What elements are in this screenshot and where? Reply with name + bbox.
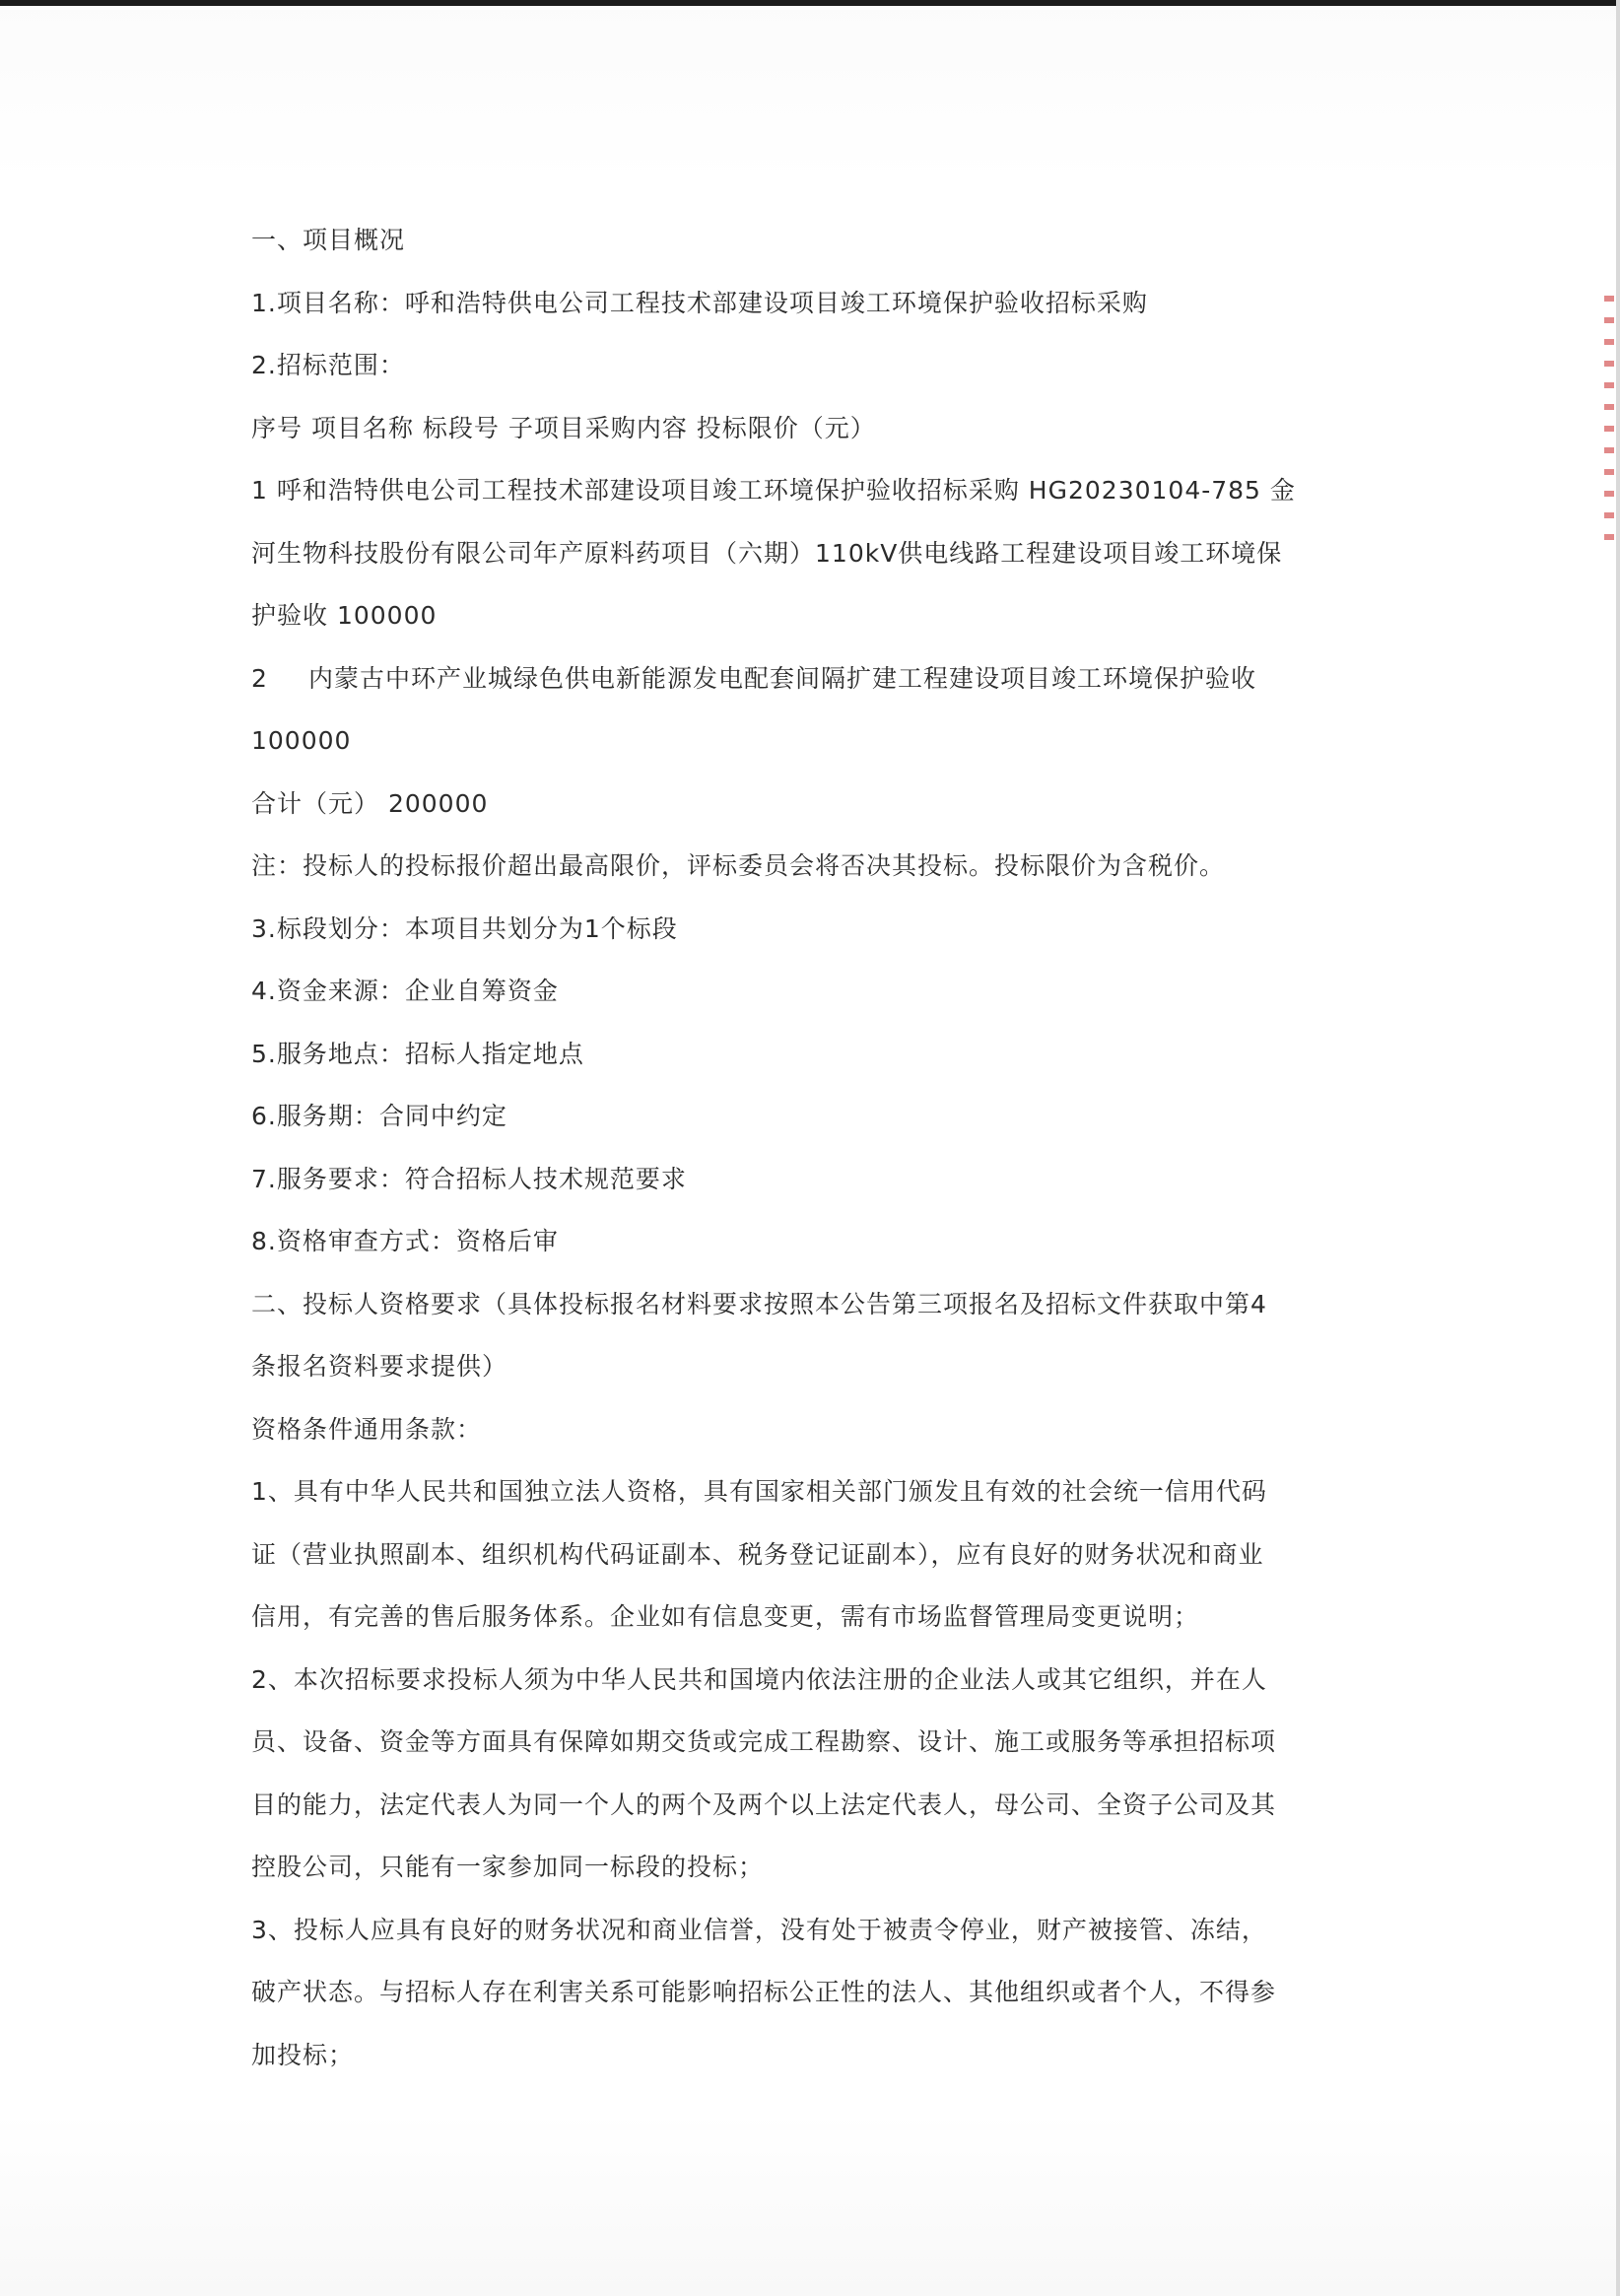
section-heading-qualification-cont: 条报名资料要求提供） bbox=[251, 1352, 508, 1381]
clause-2-line-4: 控股公司，只能有一家参加同一标段的投标； bbox=[251, 1853, 765, 1881]
clause-2-line-1: 2、本次招标要求投标人须为中华人民共和国境内依法注册的企业法人或其它组织，并在人 bbox=[251, 1664, 1267, 1694]
bid-scope-label: 2.招标范围： bbox=[251, 351, 405, 379]
section-heading-overview: 一、项目概况 bbox=[251, 226, 406, 254]
project-name-line: 1.项目名称：呼和浩特供电公司工程技术部建设项目竣工环境保护验收招标采购 bbox=[251, 288, 1148, 317]
fund-source-line: 4.资金来源：企业自筹资金 bbox=[251, 977, 559, 1005]
service-period-line: 6.服务期：合同中约定 bbox=[251, 1102, 507, 1130]
note-line: 注：投标人的投标报价超出最高限价，评标委员会将否决其投标。投标限价为含税价。 bbox=[251, 851, 1226, 880]
service-location-line: 5.服务地点：招标人指定地点 bbox=[251, 1039, 584, 1068]
clause-3-line-1: 3、投标人应具有良好的财务状况和商业信誉，没有处于被责令停业，财产被接管、冻结， bbox=[251, 1915, 1267, 1944]
service-requirement-line: 7.服务要求：符合招标人技术规范要求 bbox=[251, 1164, 687, 1193]
clause-3-line-3: 加投标； bbox=[251, 2040, 355, 2069]
row-2-line-1 bbox=[251, 647, 1384, 710]
row-2-line-2: 100000 bbox=[251, 726, 352, 755]
clause-2-line-2: 员、设备、资金等方面具有保障如期交货或完成工程勘察、设计、施工或服务等承担招标项 bbox=[251, 1727, 1277, 1756]
document-body bbox=[251, 209, 1384, 2086]
general-terms-label: 资格条件通用条款： bbox=[251, 1414, 483, 1444]
row-1-line-3: 护验收 100000 bbox=[251, 601, 438, 630]
row-1-line-1: 1 呼和浩特供电公司工程技术部建设项目竣工环境保护验收招标采购 HG20230104-785 金 bbox=[251, 476, 1296, 505]
row-2-text: 内蒙古中环产业城绿色供电新能源发电配套间隔扩建工程建设项目竣工环境保护验收 bbox=[308, 663, 1257, 693]
total-line: 合计（元） 200000 bbox=[251, 788, 489, 818]
clause-1-line-3: 信用，有完善的售后服务体系。企业如有信息变更，需有市场监督管理局变更说明； bbox=[251, 1602, 1200, 1631]
clause-3-line-2: 破产状态。与招标人存在利害关系可能影响招标公正性的法人、其他组织或者个人，不得参 bbox=[251, 1978, 1277, 2006]
table-header-line: 序号 项目名称 标段号 子项目采购内容 投标限价（元） bbox=[251, 413, 876, 442]
clause-1-line-1: 1、具有中华人民共和国独立法人资格，具有国家相关部门颁发且有效的社会统一信用代码 bbox=[251, 1477, 1267, 1506]
lot-division-line: 3.标段划分：本项目共划分为1个标段 bbox=[251, 913, 678, 943]
clause-1-line-2: 证（营业执照副本、组织机构代码证副本、税务登记证副本），应有良好的财务状况和商业 bbox=[251, 1539, 1264, 1569]
seal-edge-mark bbox=[1604, 296, 1614, 552]
section-heading-qualification: 二、投标人资格要求（具体投标报名材料要求按照本公告第三项报名及招标文件获取中第4 bbox=[251, 1289, 1267, 1318]
row-2-number: 2 bbox=[251, 663, 268, 693]
row-1-line-2: 河生物科技股份有限公司年产原料药项目（六期）110kV供电线路工程建设项目竣工环境保 bbox=[251, 538, 1283, 568]
qualification-review-line: 8.资格审查方式：资格后审 bbox=[251, 1227, 559, 1255]
clause-2-line-3: 目的能力，法定代表人为同一个人的两个及两个以上法定代表人，母公司、全资子公司及其 bbox=[251, 1790, 1277, 1819]
scan-border-top bbox=[0, 0, 1620, 6]
scan-border-right bbox=[1616, 0, 1620, 2296]
